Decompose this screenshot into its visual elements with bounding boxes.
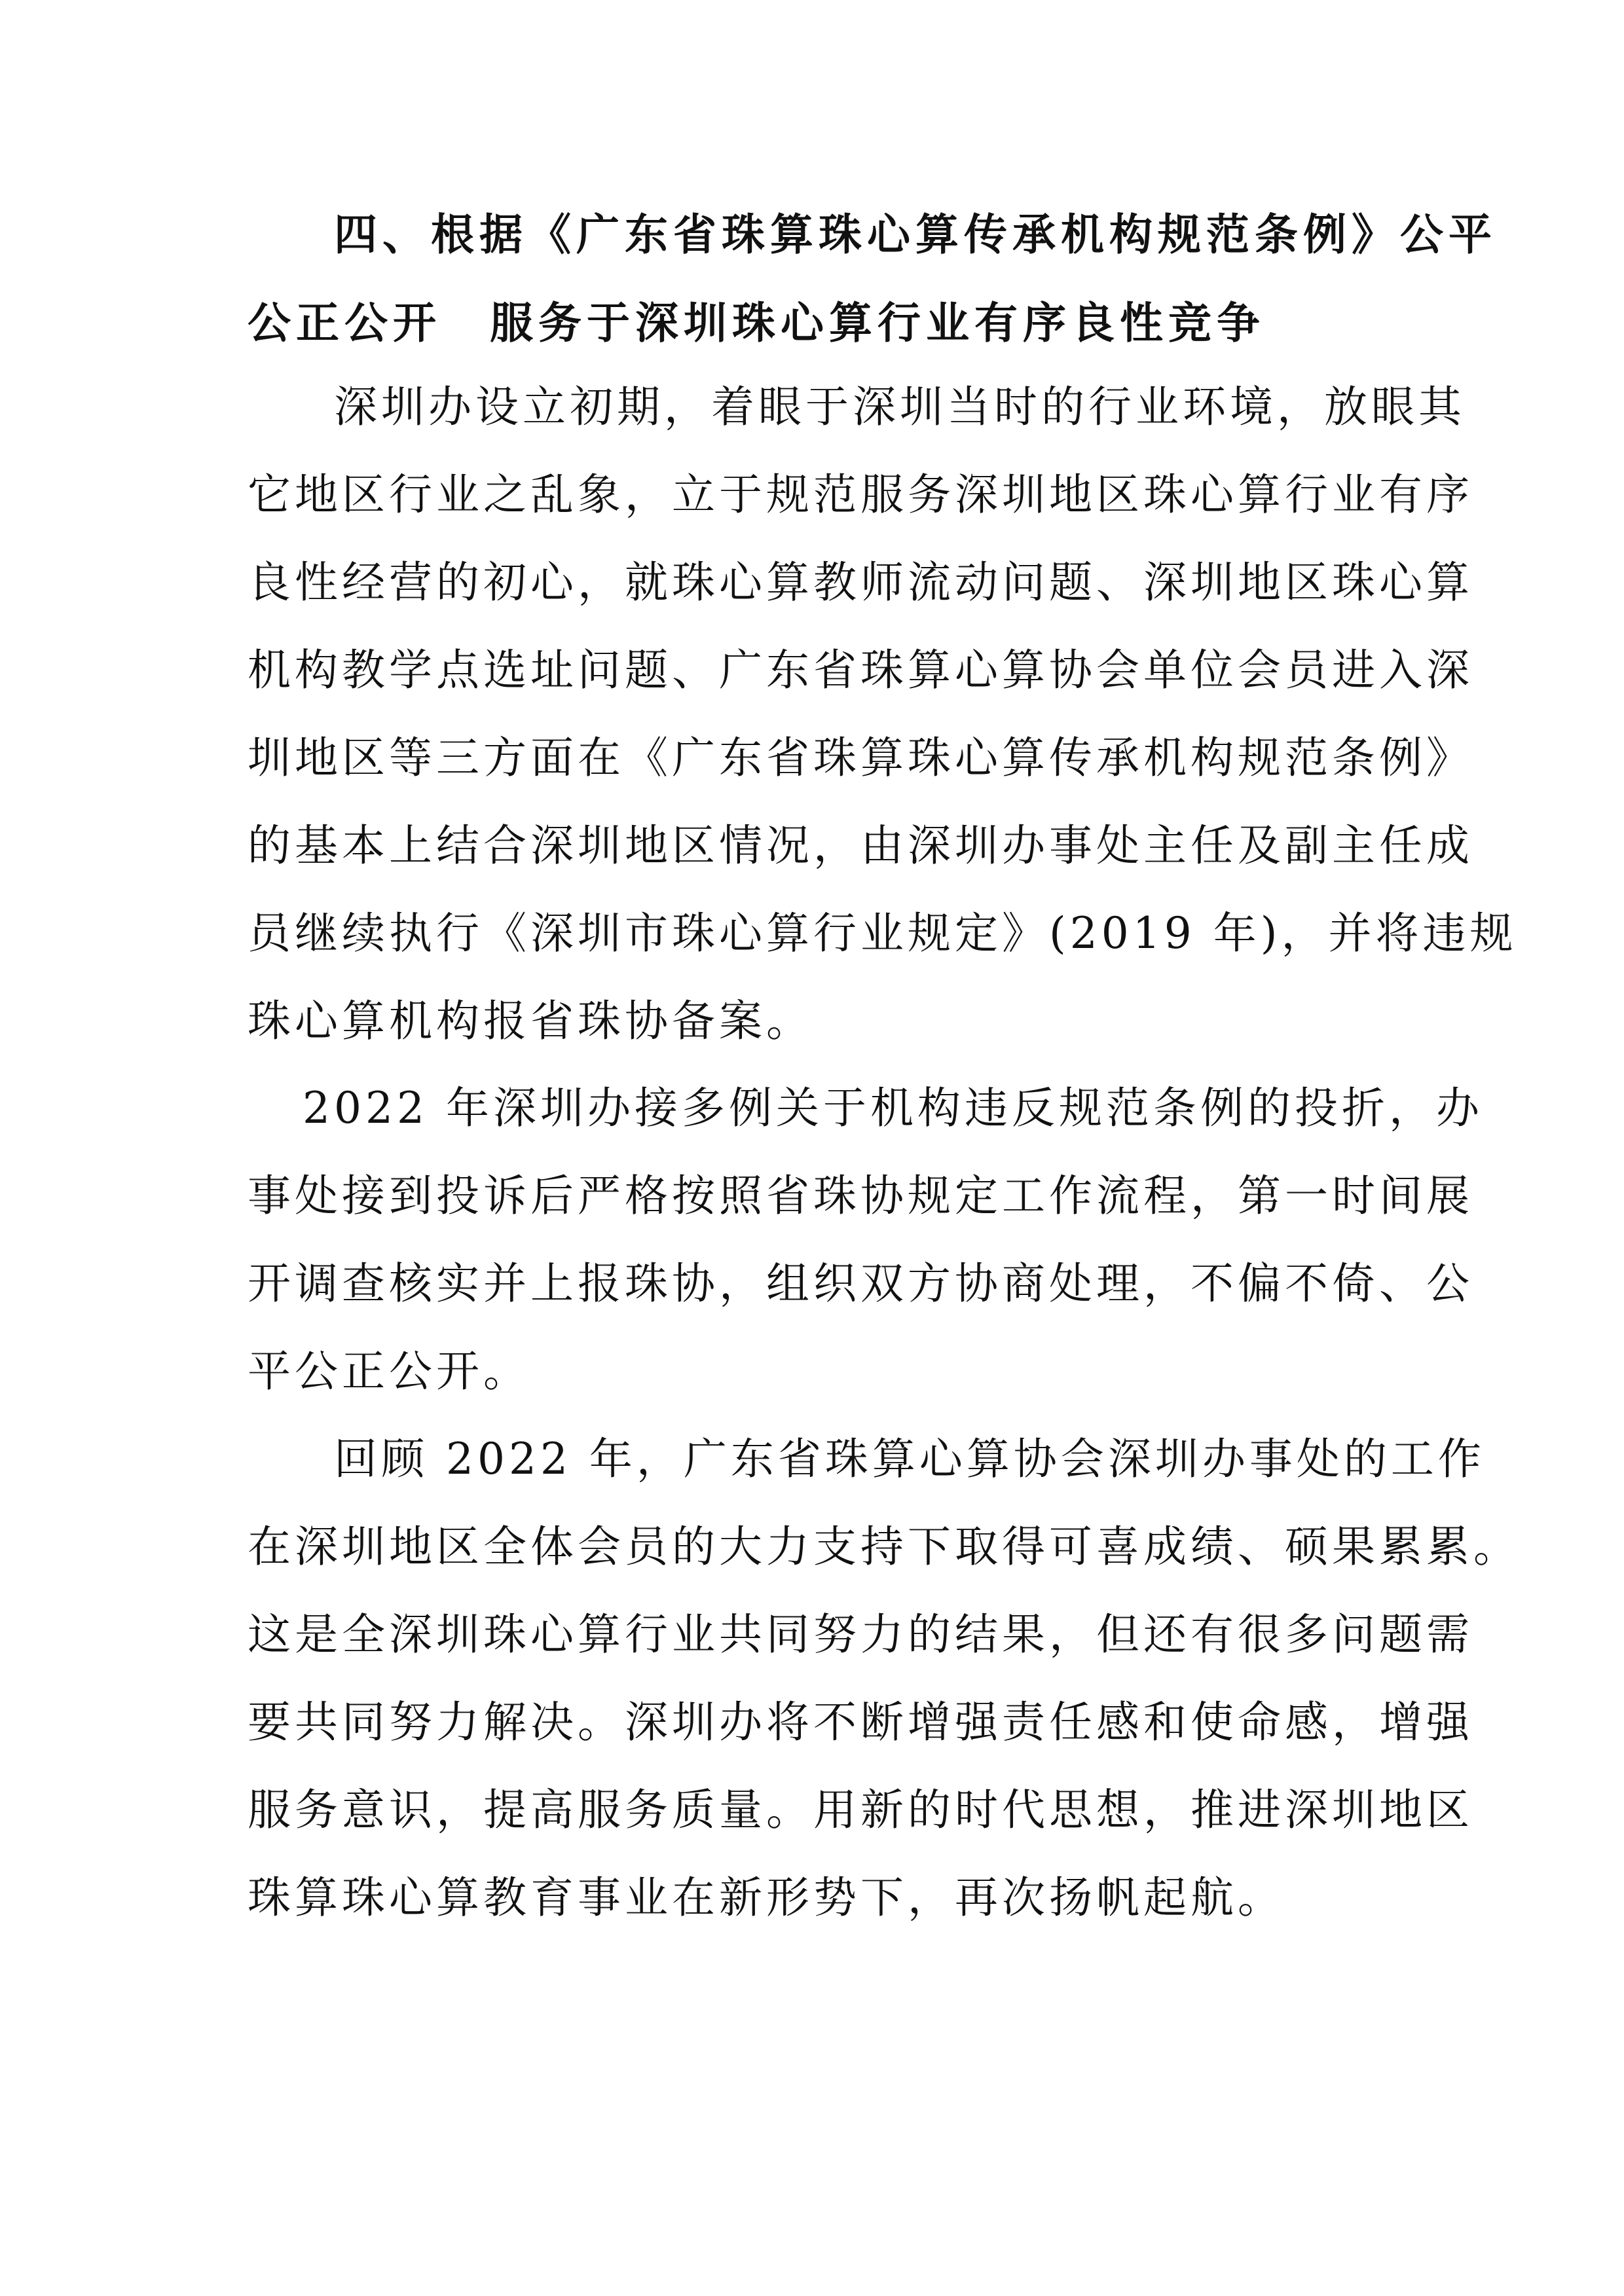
paragraph-3-line: 这是全深圳珠心算行业共同努力的结果，但还有很多问题需 (248, 1609, 1473, 1660)
paragraph-1-line: 深圳办设立初期，着眼于深圳当时的行业环境，放眼其 (334, 382, 1466, 432)
paragraph-1-line: 珠心算机构报省珠协备案。 (248, 996, 813, 1046)
paragraph-3-line: 珠算珠心算教育事业在新形势下，再次扬帆起航。 (248, 1872, 1285, 1923)
paragraph-3-line: 在深圳地区全体会员的大力支持下取得可喜成绩、硕果累累。 (248, 1522, 1521, 1572)
paragraph-1-line: 良性经营的初心，就珠心算教师流动问题、深圳地区珠心算 (248, 557, 1473, 608)
paragraph-2-line: 开调查核实并上报珠协，组织双方协商处理，不偏不倚、公 (248, 1258, 1473, 1309)
paragraph-2-line: 平公正公开。 (248, 1346, 530, 1396)
paragraph-3-line: 回顾 2022 年，广东省珠算心算协会深圳办事处的工作 (334, 1434, 1485, 1484)
paragraph-1-line: 员继续执行《深圳市珠心算行业规定》(2019 年)，并将违规 (248, 908, 1517, 958)
section-heading-line-1: 四、根据《广东省珠算珠心算传承机构规范条例》公平 (334, 209, 1497, 260)
paragraph-2-line: 事处接到投诉后严格按照省珠协规定工作流程，第一时间展 (248, 1171, 1473, 1221)
paragraph-2-line: 2022 年深圳办接多例关于机构违反规范条例的投折，办 (303, 1083, 1483, 1133)
paragraph-1-line: 圳地区等三方面在《广东省珠算珠心算传承机构规范条例》 (248, 733, 1473, 783)
paragraph-1-line: 的基本上结合深圳地区情况，由深圳办事处主任及副主任成 (248, 820, 1473, 871)
paragraph-1-line: 它地区行业之乱象，立于规范服务深圳地区珠心算行业有序 (248, 469, 1473, 520)
paragraph-3-line: 服务意识，提高服务质量。用新的时代思想，推进深圳地区 (248, 1785, 1473, 1835)
paragraph-1-line: 机构教学点选址问题、广东省珠算心算协会单位会员进入深 (248, 645, 1473, 695)
paragraph-3-line: 要共同努力解决。深圳办将不断增强责任感和使命感，增强 (248, 1697, 1473, 1747)
section-heading-line-2: 公正公开 服务于深圳珠心算行业有序良性竞争 (248, 297, 1265, 348)
